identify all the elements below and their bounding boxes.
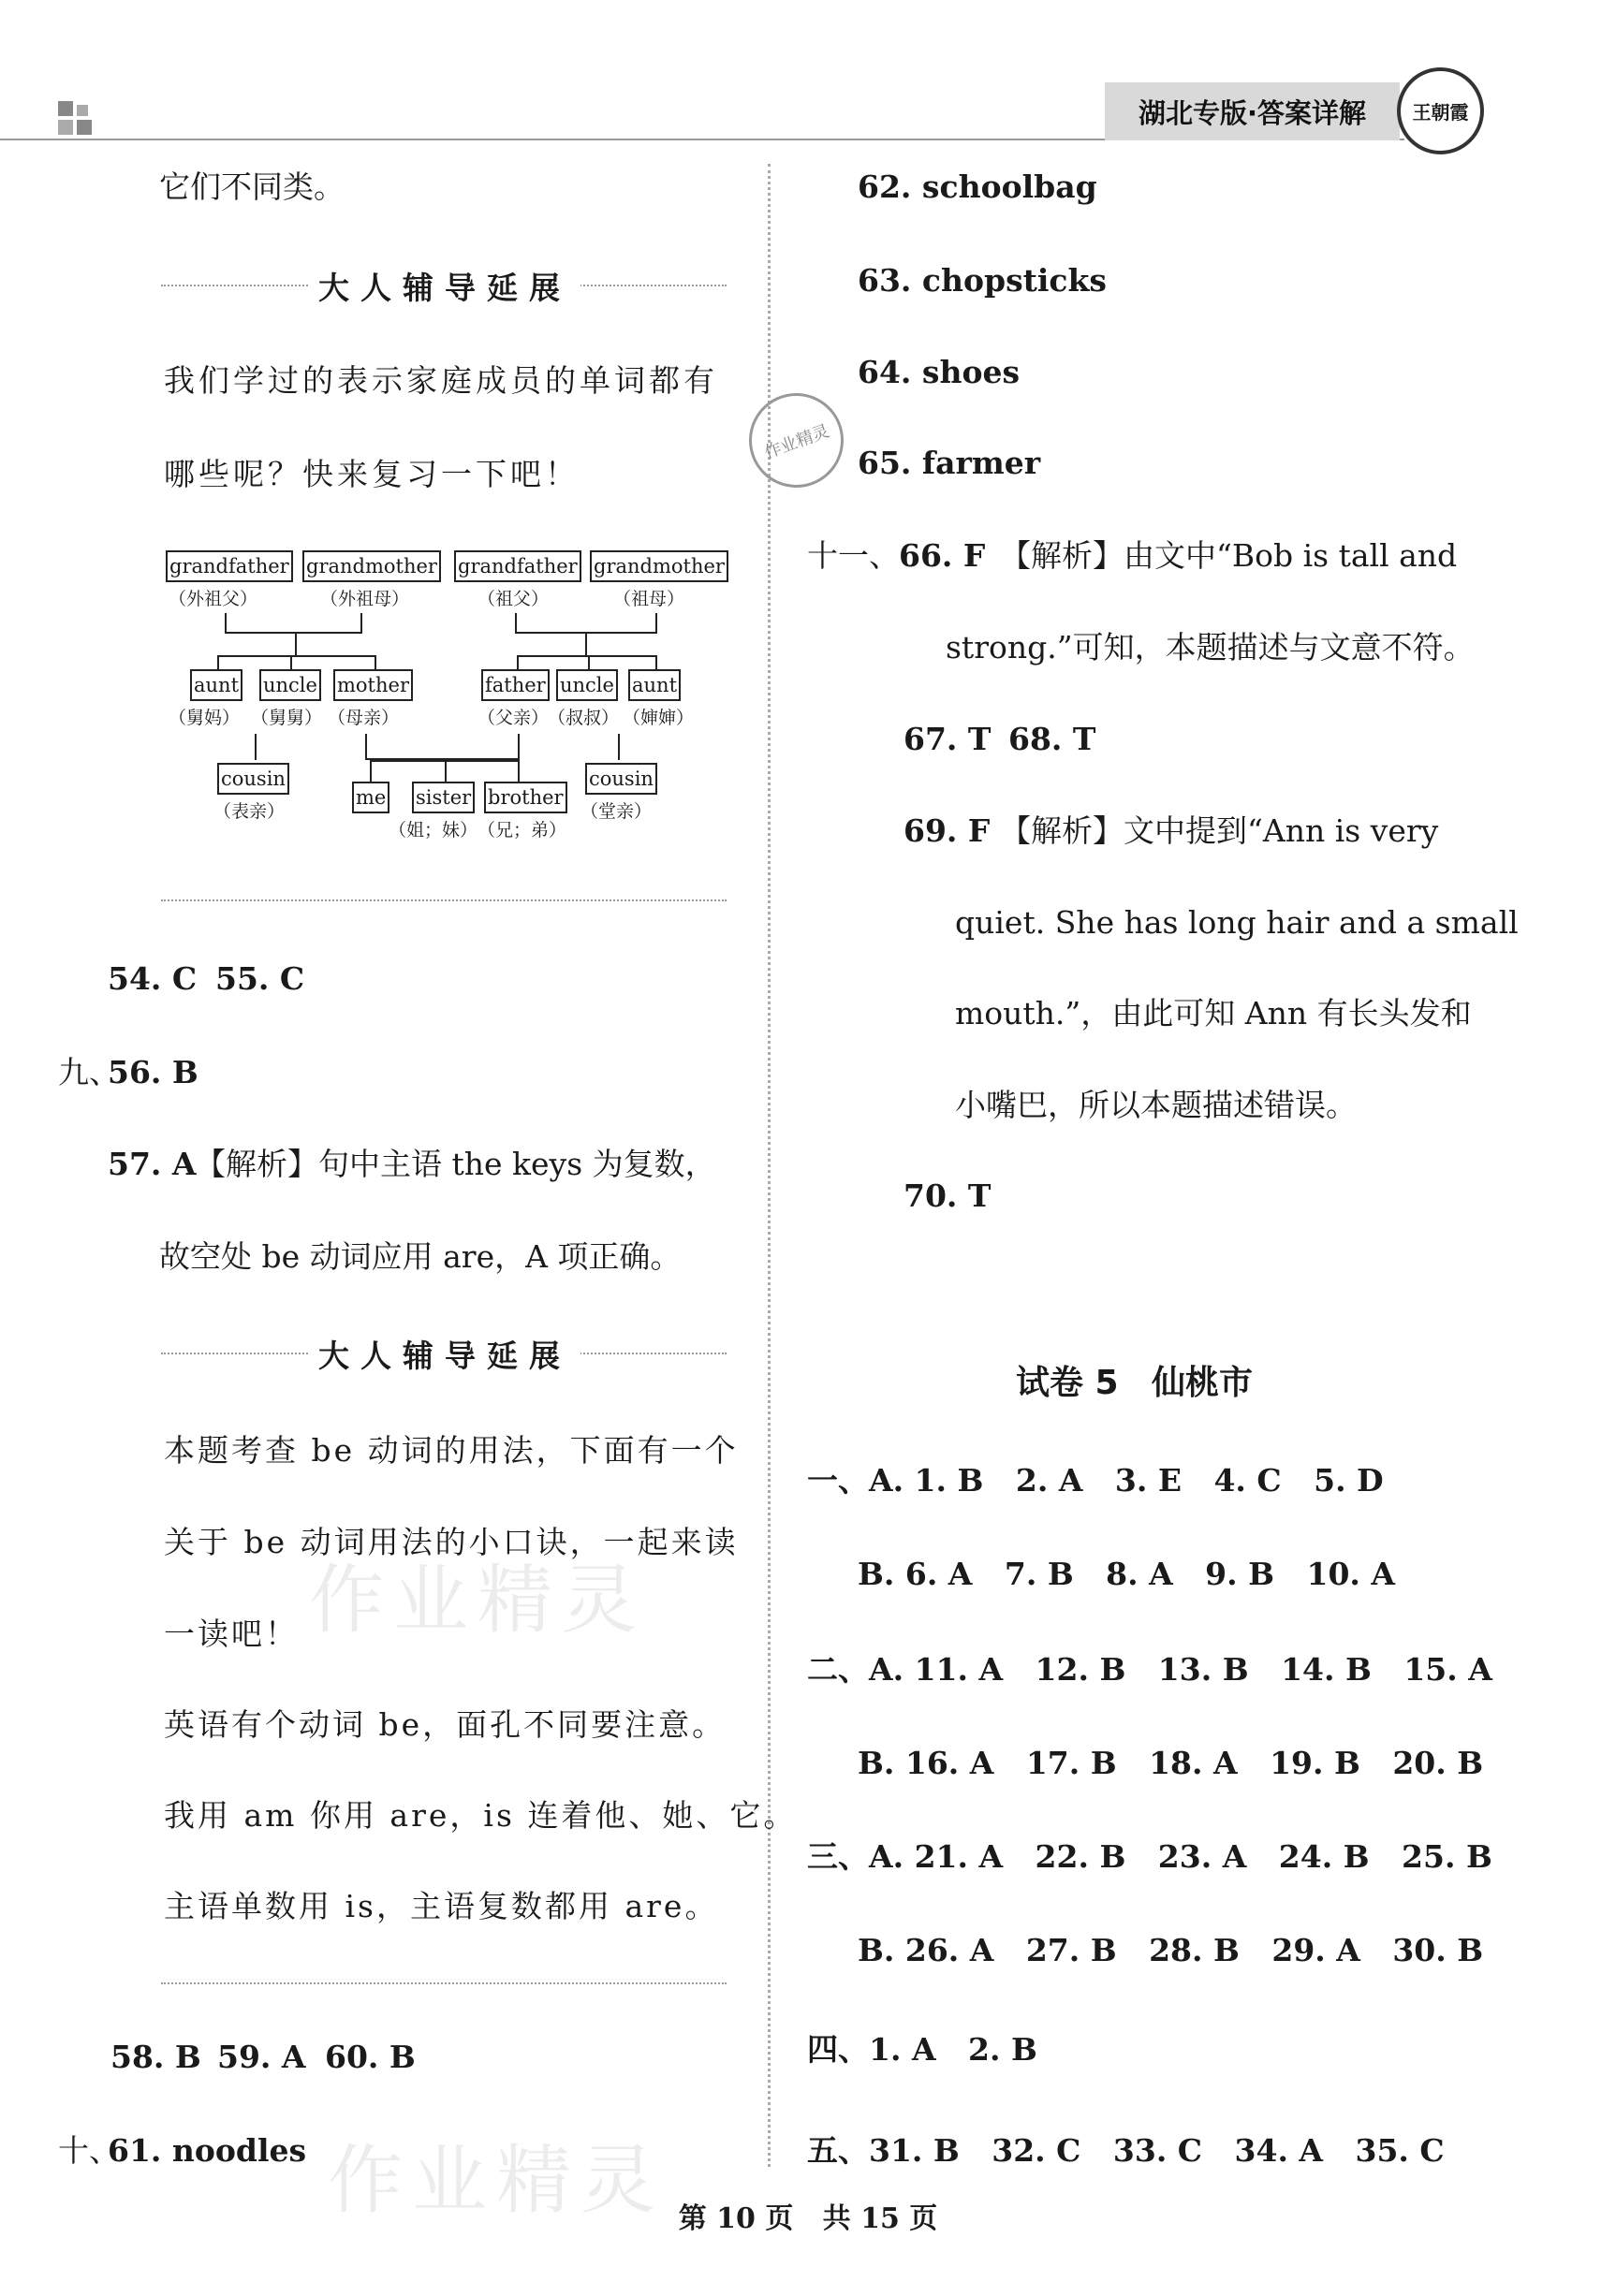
- answer-60: 60. B: [325, 2039, 416, 2075]
- answers-section-3a: 三、A. 21. A 22. B 23. A 24. B 25. B: [807, 1838, 1492, 1875]
- answer-66-num: 66. F: [899, 537, 986, 574]
- paper-title-number: 试卷 5: [1016, 1364, 1119, 1402]
- tree-line: [217, 655, 219, 669]
- tree-mother: mother: [333, 669, 413, 701]
- question-9-label: 九、: [58, 1054, 120, 1090]
- tree-line: [588, 655, 590, 669]
- answer-57-cont: 故空处 be 动词应用 are，A 项正确。: [159, 1238, 682, 1275]
- answer-67: 67. T: [903, 721, 992, 757]
- answer-63: 63. chopsticks: [858, 262, 1107, 299]
- tree-brother-cn: （兄；弟）: [477, 820, 567, 841]
- tree-cousin-maternal-cn: （表亲）: [213, 801, 286, 822]
- tree-grandfather-maternal-cn: （外祖父）: [169, 589, 258, 609]
- answers-section-3b: B. 26. A 27. B 28. B 29. A 30. B: [858, 1932, 1484, 1968]
- tree-line: [515, 613, 517, 632]
- tree-line: [255, 734, 257, 760]
- section2-para-b: 关于 be 动词用法的小口诀，一起来读: [164, 1524, 739, 1560]
- tree-line: [295, 632, 297, 655]
- answer-57-text: 【解析】句中主语 the keys 为复数，: [195, 1146, 716, 1182]
- tree-line: [217, 655, 376, 657]
- stamp-text: 作业精灵: [761, 420, 832, 463]
- answer-66-text: 【解析】由文中“Bob is tall and: [1000, 537, 1458, 574]
- tree-uncle-maternal: uncle: [259, 669, 321, 701]
- tree-mother-cn: （母亲）: [328, 708, 400, 728]
- answer-69-cont-2: mouth.”，由此可知 Ann 有长头发和: [955, 995, 1472, 1031]
- answer-69-num: 69. F: [903, 812, 991, 849]
- answer-66-cont: strong.”可知，本题描述与文意不符。: [946, 629, 1475, 665]
- answer-62: 62. schoolbag: [858, 168, 1097, 205]
- answer-69-text: 【解析】文中提到“Ann is very: [1000, 812, 1439, 849]
- tree-line: [375, 655, 376, 669]
- tree-line: [518, 760, 520, 782]
- answer-59: 59. A: [217, 2039, 306, 2075]
- tree-brother: brother: [484, 782, 567, 813]
- corner-square-4: [77, 120, 92, 135]
- seal-text: 王朝霞: [1412, 101, 1469, 124]
- tree-uncle-paternal-cn: （叔叔）: [548, 708, 620, 728]
- tree-line: [225, 613, 227, 632]
- corner-square-3: [58, 120, 73, 135]
- tree-cousin-maternal: cousin: [217, 763, 289, 795]
- paper-title-city: 仙桃市: [1152, 1364, 1254, 1402]
- tree-line: [290, 655, 292, 669]
- tree-line: [370, 760, 372, 782]
- tree-aunt-paternal: aunt: [628, 669, 681, 701]
- answer-69-cont-3: 小嘴巴，所以本题描述错误。: [955, 1087, 1357, 1123]
- tree-grandfather-paternal: grandfather: [454, 550, 581, 582]
- section2-para-c: 一读吧！: [164, 1616, 299, 1652]
- stamp-icon: [736, 380, 857, 501]
- tree-cousin-paternal: cousin: [585, 763, 657, 795]
- section2-para-e: 我用 am 你用 are，is 连着他、她、它。: [164, 1797, 798, 1834]
- tree-line: [225, 632, 362, 634]
- tree-aunt-maternal: aunt: [190, 669, 242, 701]
- answer-64: 64. shoes: [858, 354, 1021, 390]
- question-10-label: 十、: [58, 2132, 120, 2169]
- tree-grandfather-paternal-cn: （祖父）: [477, 589, 550, 609]
- answers-section-5: 五、31. B 32. C 33. C 34. A 35. C: [807, 2132, 1445, 2169]
- tree-grandmother-paternal-cn: （祖母）: [613, 589, 685, 609]
- tree-grandmother-maternal: grandmother: [302, 550, 441, 582]
- answer-57-num: 57. A: [108, 1146, 197, 1182]
- tree-line: [618, 734, 620, 760]
- answer-68: 68. T: [1008, 721, 1096, 757]
- tree-father: father: [481, 669, 550, 701]
- tree-line: [365, 734, 367, 760]
- watermark-bottom: 作业精灵: [328, 2137, 665, 2224]
- section2-para-f: 主语单数用 is，主语复数都用 are。: [164, 1888, 719, 1924]
- answer-54: 54. C: [108, 960, 198, 997]
- section2-rule-bottom: [161, 1982, 727, 1984]
- tree-aunt-maternal-cn: （舅妈）: [169, 708, 241, 728]
- tree-line: [445, 760, 447, 782]
- tree-father-cn: （父亲）: [477, 708, 550, 728]
- answer-56: 56. B: [108, 1054, 198, 1090]
- tree-uncle-maternal-cn: （舅舅）: [251, 708, 323, 728]
- tree-grandmother-maternal-cn: （外祖母）: [320, 589, 410, 609]
- tree-line: [517, 655, 519, 669]
- section2-para-a: 本题考查 be 动词的用法，下面有一个: [164, 1432, 739, 1469]
- tree-line: [360, 613, 362, 632]
- tree-line: [585, 632, 587, 655]
- tree-aunt-paternal-cn: （婶婶）: [623, 708, 695, 728]
- section2-para-d: 英语有个动词 be，面孔不同要注意。: [164, 1706, 727, 1743]
- answer-69-cont-1: quiet. She has long hair and a small: [955, 904, 1519, 941]
- tree-grandfather-maternal: grandfather: [166, 550, 293, 582]
- answers-section-4: 四、1. A 2. B: [807, 2031, 1037, 2068]
- corner-square-2: [77, 105, 88, 116]
- section1-rule-bottom: [161, 899, 727, 901]
- tree-sister-cn: （姐；妹）: [389, 820, 478, 841]
- section2-title: 大人辅导延展: [309, 1332, 580, 1376]
- question-11-label: 十一、: [807, 537, 900, 574]
- answers-section-2b: B. 16. A 17. B 18. A 19. B 20. B: [858, 1745, 1484, 1781]
- brand-seal-icon: [1397, 67, 1484, 154]
- answer-58: 58. B: [110, 2039, 201, 2075]
- page-footer: 第 10 页 共 15 页: [678, 2202, 938, 2235]
- tree-me: me: [352, 782, 389, 813]
- answer-55: 55. C: [215, 960, 305, 997]
- section1-para-b: 哪些呢？快来复习一下吧！: [164, 456, 580, 492]
- section1-title: 大人辅导延展: [309, 264, 580, 308]
- header-banner: 湖北专版·答案详解: [1105, 82, 1400, 140]
- watermark-mid: 作业精灵: [309, 1557, 646, 1644]
- section1-para-a: 我们学过的表示家庭成员的单词都有: [164, 362, 718, 399]
- tree-cousin-paternal-cn: （堂亲）: [580, 801, 653, 822]
- answer-65: 65. farmer: [858, 445, 1041, 481]
- answers-section-1a: 一、A. 1. B 2. A 3. E 4. C 5. D: [807, 1462, 1384, 1499]
- tree-sister: sister: [412, 782, 475, 813]
- answer-70: 70. T: [903, 1177, 992, 1214]
- corner-square-1: [58, 101, 73, 116]
- tree-grandmother-paternal: grandmother: [590, 550, 728, 582]
- tree-line: [517, 655, 657, 657]
- tree-line: [655, 613, 657, 632]
- left-line-1: 它们不同类。: [159, 168, 345, 205]
- tree-uncle-paternal: uncle: [556, 669, 618, 701]
- answers-section-2a: 二、A. 11. A 12. B 13. B 14. B 15. A: [807, 1651, 1492, 1688]
- tree-line: [655, 655, 657, 669]
- tree-line: [518, 734, 520, 760]
- answer-61: 61. noodles: [108, 2132, 307, 2169]
- answers-section-1b: B. 6. A 7. B 8. A 9. B 10. A: [858, 1556, 1395, 1592]
